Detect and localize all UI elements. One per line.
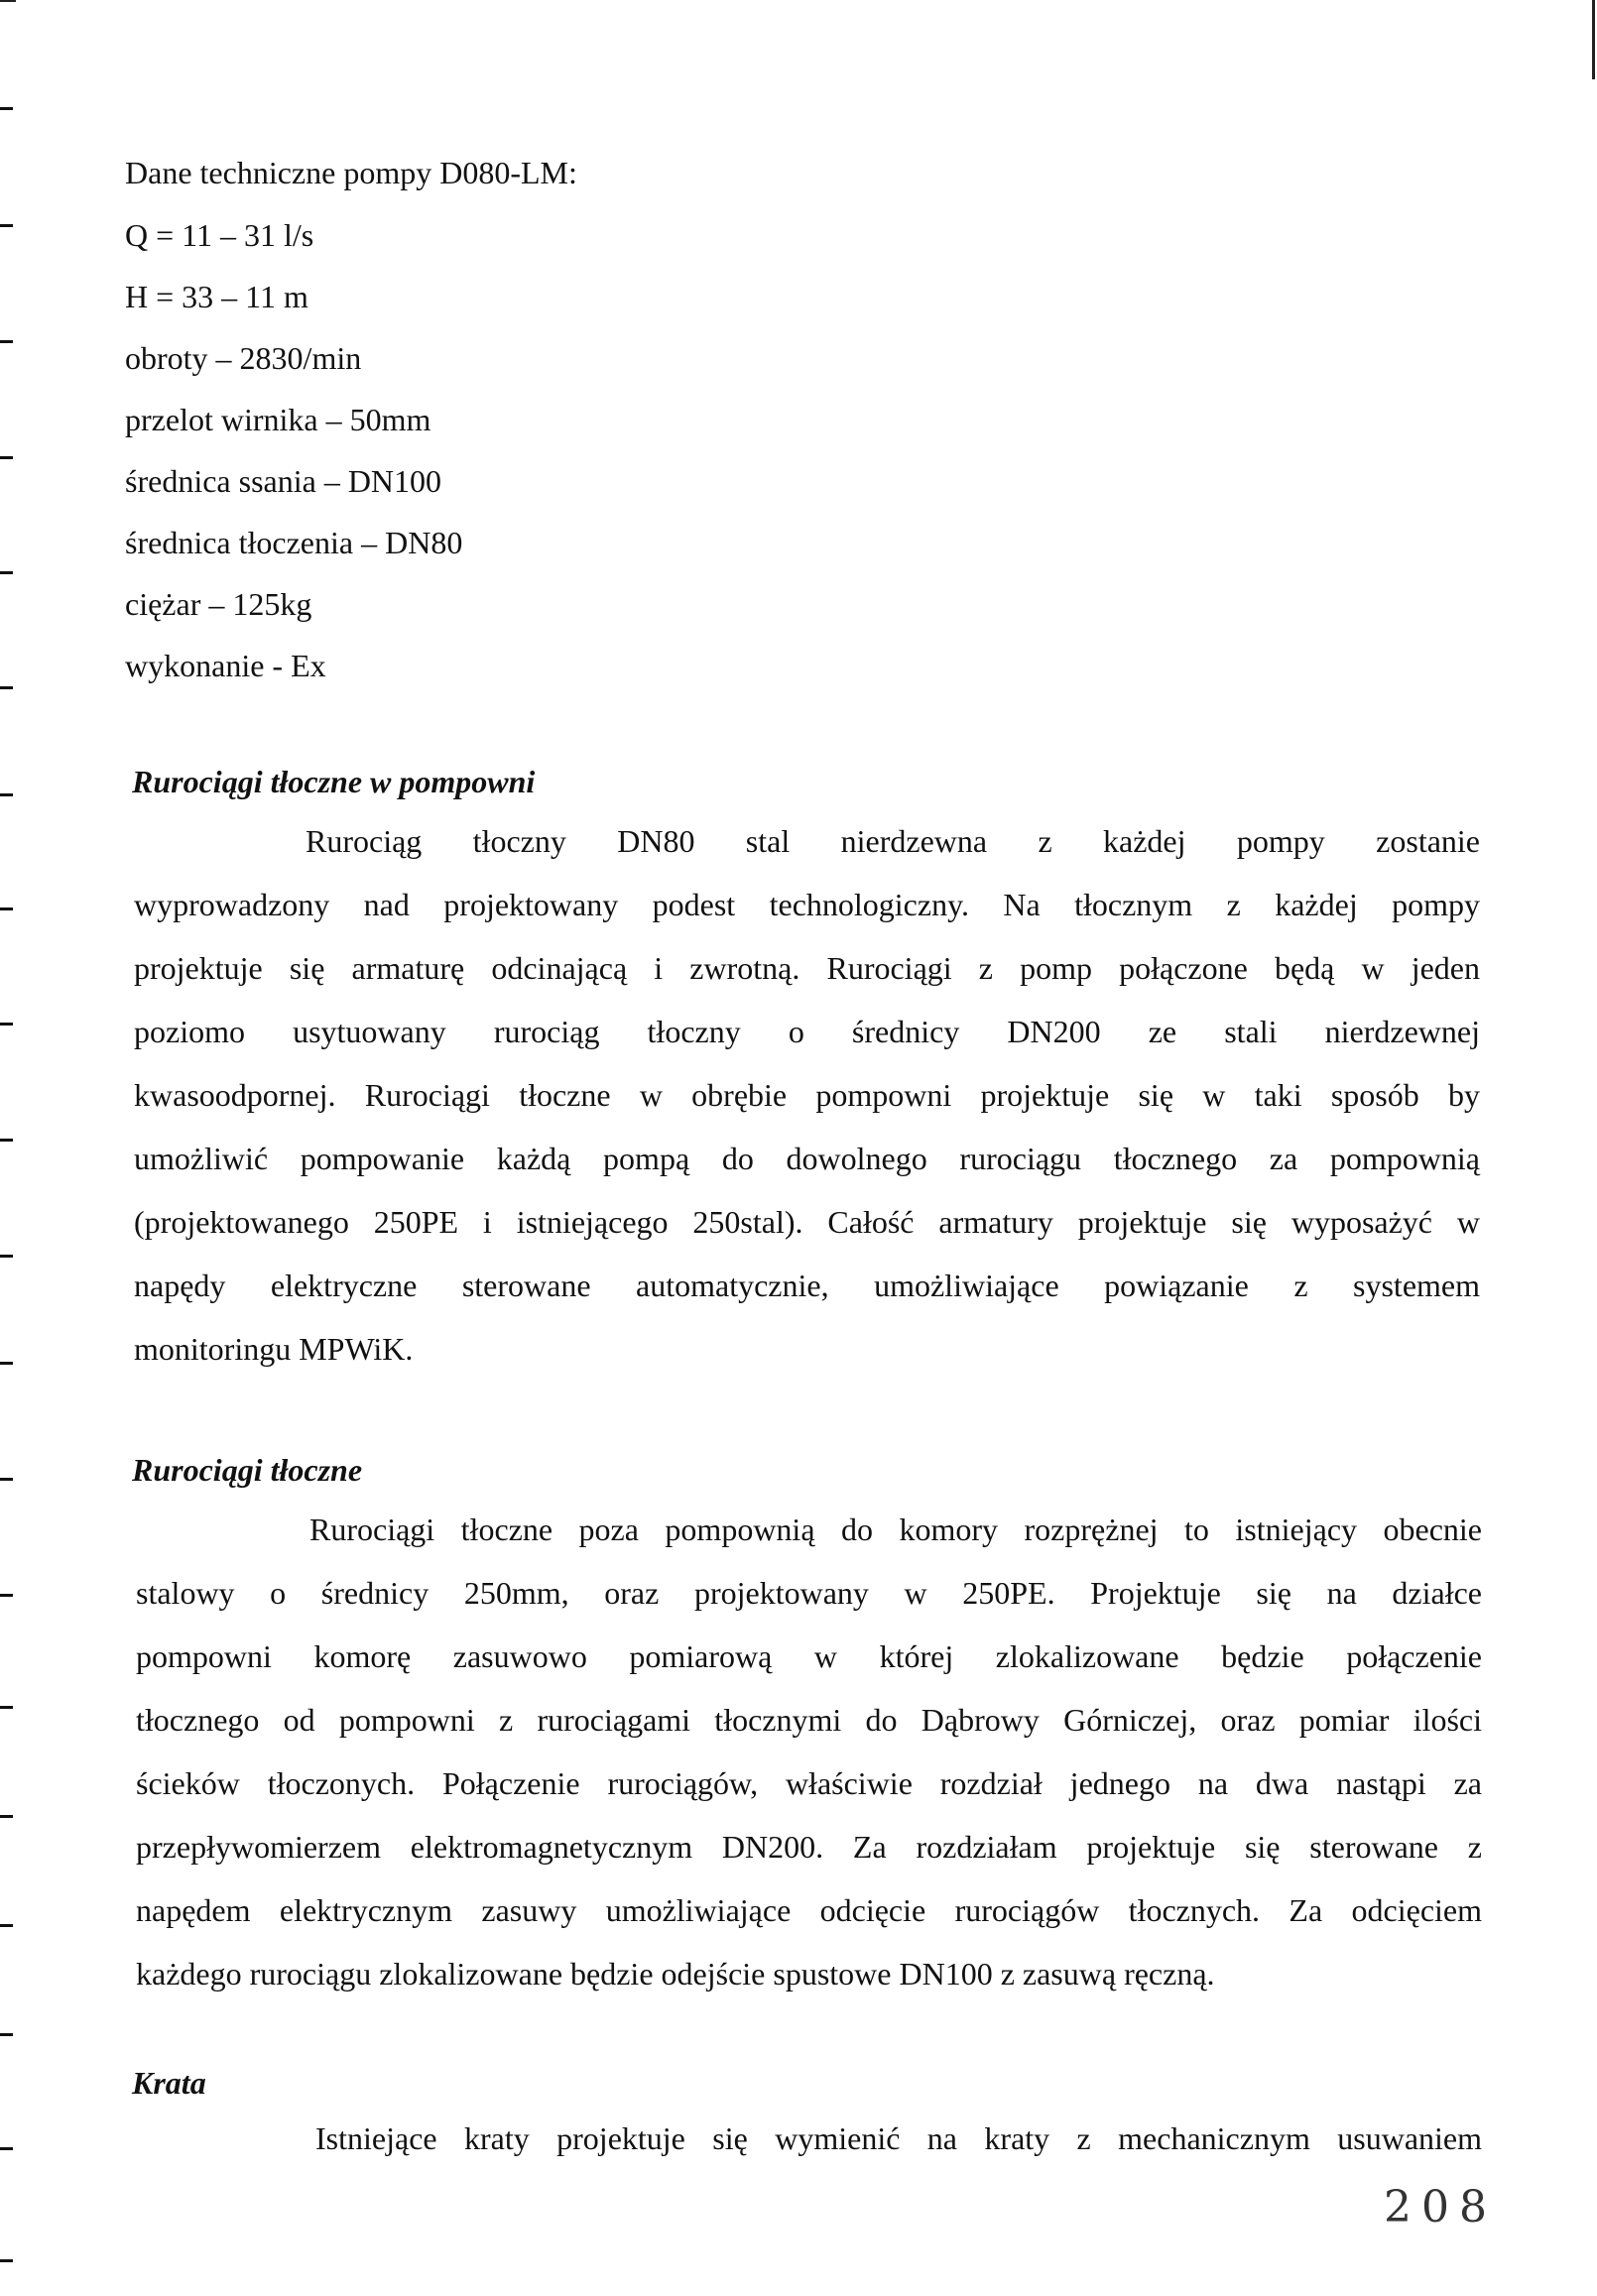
- spec-line: H = 33 – 11 m: [125, 279, 308, 314]
- paragraph-line: umożliwić pompowanie każdą pompą do dowolnego rurociągu tłocznego za pompownią: [134, 1141, 1480, 1176]
- paragraph-line: tłocznego od pompowni z rurociągami tłocznymi do Dąbrowy Górniczej, oraz pomiar ilości: [136, 1702, 1482, 1738]
- scan-mark: [0, 2147, 13, 2150]
- scan-mark: [0, 1594, 13, 1597]
- scan-mark: [0, 1815, 13, 1818]
- paragraph-line: pompowni komorę zasuwowo pomiarową w której zlokalizowane będzie połączenie: [136, 1638, 1482, 1674]
- paragraph-line: napędy elektryczne sterowane automatycznie, umożliwiające powiązanie z systemem: [134, 1268, 1480, 1303]
- scan-mark: [0, 1023, 13, 1026]
- scan-mark: [0, 2259, 13, 2262]
- pump-specs-title: Dane techniczne pompy D080-LM:: [125, 155, 577, 190]
- scan-mark: [0, 571, 13, 574]
- paragraph-line: projektuje się armaturę odcinającą i zwrotną. Rurociągi z pomp połączone będą w jeden: [134, 950, 1480, 986]
- scan-mark: [0, 793, 13, 796]
- scan-mark: [0, 107, 13, 110]
- spec-line: przelot wirnika – 50mm: [125, 402, 431, 437]
- paragraph-line: Rurociągi tłoczne poza pompownią do komory rozprężnej to istniejący obecnie: [309, 1511, 1482, 1547]
- section-heading: Krata: [132, 2065, 206, 2101]
- section-heading: Rurociągi tłoczne w pompowni: [132, 764, 536, 799]
- paragraph-line: każdego rurociągu zlokalizowane będzie odejście spustowe DN100 z zasuwą ręczną.: [136, 1956, 1215, 1992]
- page-number: 208: [1384, 2182, 1497, 2233]
- spec-line: wykonanie - Ex: [125, 648, 326, 683]
- scan-mark: [0, 1139, 13, 1142]
- paragraph-line: stalowy o średnicy 250mm, oraz projektowany w 250PE. Projektuje się na działce: [136, 1575, 1482, 1611]
- scan-mark: [0, 456, 13, 459]
- scan-mark: [0, 1706, 13, 1709]
- scan-mark: [0, 1362, 13, 1365]
- scan-mark: [0, 2033, 13, 2036]
- paragraph-line: napędem elektrycznym zasuwy umożliwiające odcięcie rurociągów tłocznych. Za odcięciem: [136, 1892, 1482, 1928]
- scan-mark: [0, 907, 13, 910]
- scan-mark: [0, 686, 13, 689]
- spec-line: obroty – 2830/min: [125, 340, 362, 376]
- scan-mark: [0, 1924, 13, 1927]
- scan-mark: [0, 340, 13, 343]
- scan-mark: [0, 224, 13, 227]
- spec-line: ciężar – 125kg: [125, 586, 312, 622]
- section-heading: Rurociągi tłoczne: [132, 1452, 363, 1488]
- paragraph-line: kwasoodpornej. Rurociągi tłoczne w obrębie pompowni projektuje się w taki sposób by: [134, 1077, 1480, 1113]
- spec-line: Q = 11 – 31 l/s: [125, 217, 314, 253]
- scan-mark: [0, 1255, 13, 1258]
- paragraph-line: poziomo usytuowany rurociąg tłoczny o średnicy DN200 ze stali nierdzewnej: [134, 1014, 1480, 1049]
- paragraph-line: Rurociąg tłoczny DN80 stal nierdzewna z każdej pompy zostanie: [306, 823, 1480, 859]
- paragraph-line: monitoringu MPWiK.: [134, 1331, 414, 1367]
- scan-edge-right: [1592, 0, 1595, 79]
- scan-edge-top: [0, 0, 16, 2]
- paragraph-line: wyprowadzony nad projektowany podest technologiczny. Na tłocznym z każdej pompy: [134, 887, 1480, 922]
- paragraph-line: (projektowanego 250PE i istniejącego 250stal). Całość armatury projektuje się wyposażyć w: [134, 1204, 1480, 1240]
- spec-line: średnica tłoczenia – DN80: [125, 525, 463, 560]
- scan-mark: [0, 1478, 13, 1481]
- paragraph-line: ścieków tłoczonych. Połączenie rurociągów, właściwie rozdział jednego na dwa nastąpi za: [136, 1765, 1482, 1801]
- spec-line: średnica ssania – DN100: [125, 463, 442, 499]
- paragraph-line: przepływomierzem elektromagnetycznym DN200. Za rozdziałam projektuje się sterowane z: [136, 1829, 1482, 1865]
- paragraph-line: Istniejące kraty projektuje się wymienić na kraty z mechanicznym usuwaniem: [315, 2120, 1482, 2156]
